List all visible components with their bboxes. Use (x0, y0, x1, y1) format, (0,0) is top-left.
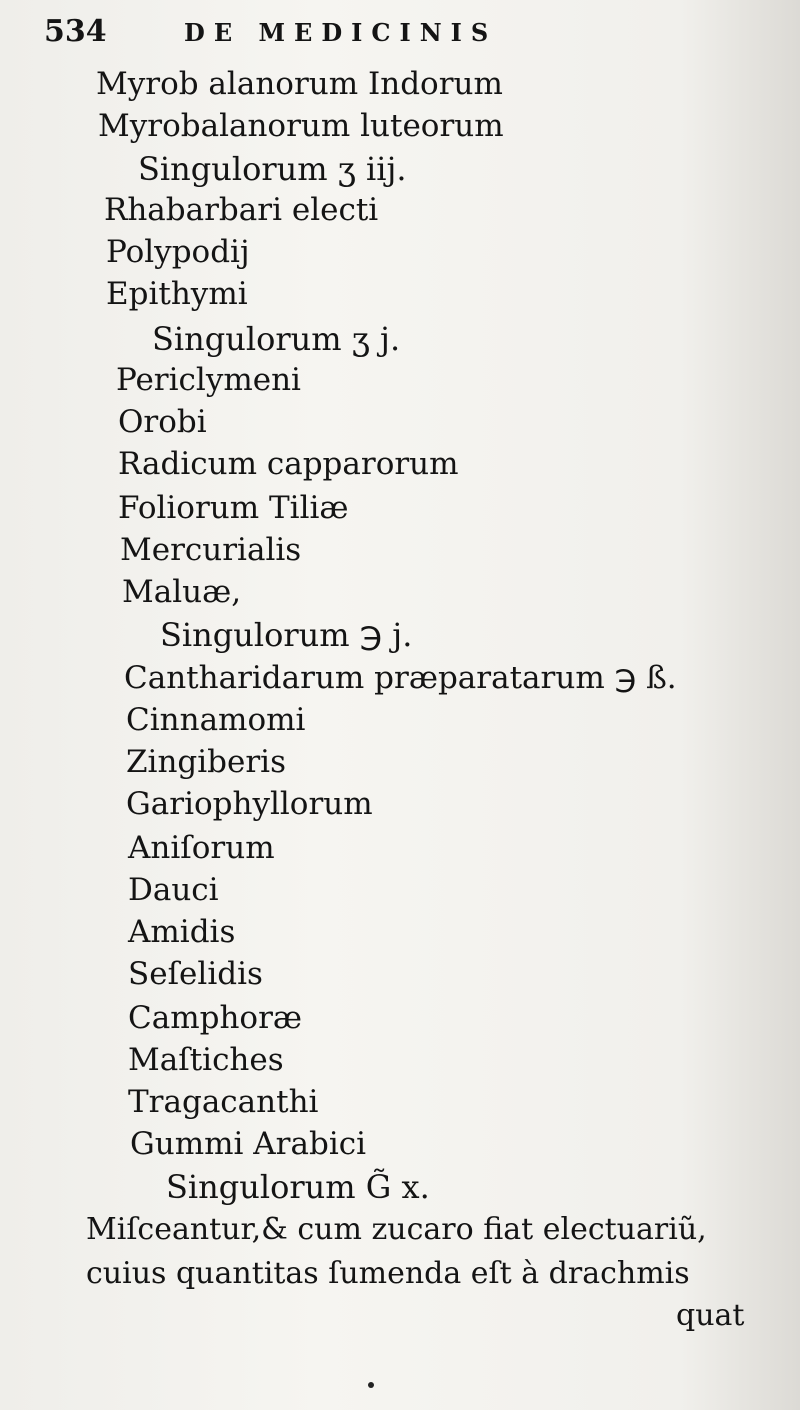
recipe-line: Tragacanthi (128, 1084, 319, 1120)
recipe-dose-line: Singulorum ℈ j. (160, 616, 413, 654)
page-number: 534 (44, 14, 107, 49)
recipe-dose-line: Singulorum G̃ x. (166, 1168, 430, 1206)
recipe-line: Gummi Arabici (130, 1126, 367, 1162)
recipe-line: Zingiberis (126, 744, 287, 780)
recipe-line: Foliorum Tiliæ (118, 490, 349, 526)
recipe-dose-line: Singulorum ʒ j. (152, 320, 401, 358)
recipe-line: Myrobalanorum luteorum (98, 108, 504, 144)
recipe-line: Rhabarbari electi (104, 192, 379, 228)
ink-speck (368, 1382, 374, 1388)
recipe-line: Aniſorum (128, 830, 275, 866)
page-header (44, 14, 764, 64)
bleed-through-text (500, 60, 780, 1360)
recipe-line: Cinnamomi (126, 702, 306, 738)
recipe-line: Dauci (128, 872, 219, 908)
recipe-line: Camphoræ (128, 1000, 303, 1036)
recipe-line: Amidis (128, 914, 236, 950)
recipe-line: Maluæ, (122, 574, 242, 610)
recipe-line: Polypodij (106, 234, 250, 270)
closing-line: Miſceantur,& cum zucaro fiat electuariũ, (86, 1212, 707, 1247)
recipe-line: Maſtiches (128, 1042, 284, 1078)
recipe-line: Mercurialis (120, 532, 302, 568)
closing-line: cuius quantitas ſumenda eſt à drachmis (86, 1256, 690, 1291)
recipe-line: Radicum capparorum (118, 446, 459, 482)
recipe-line: Gariophyllorum (126, 786, 373, 822)
recipe-line: Periclymeni (116, 362, 301, 398)
recipe-dose-line: Singulorum ʒ iij. (138, 150, 407, 188)
running-title: DE MEDICINIS (184, 18, 498, 47)
catchword: quat (676, 1298, 745, 1333)
recipe-line: Seſelidis (128, 956, 263, 992)
recipe-line: Myrob alanorum Indorum (96, 66, 503, 102)
recipe-line: Cantharidarum præparatarum ℈ ß. (124, 660, 677, 696)
recipe-line: Orobi (118, 404, 207, 440)
recipe-line: Epithymi (106, 276, 248, 312)
